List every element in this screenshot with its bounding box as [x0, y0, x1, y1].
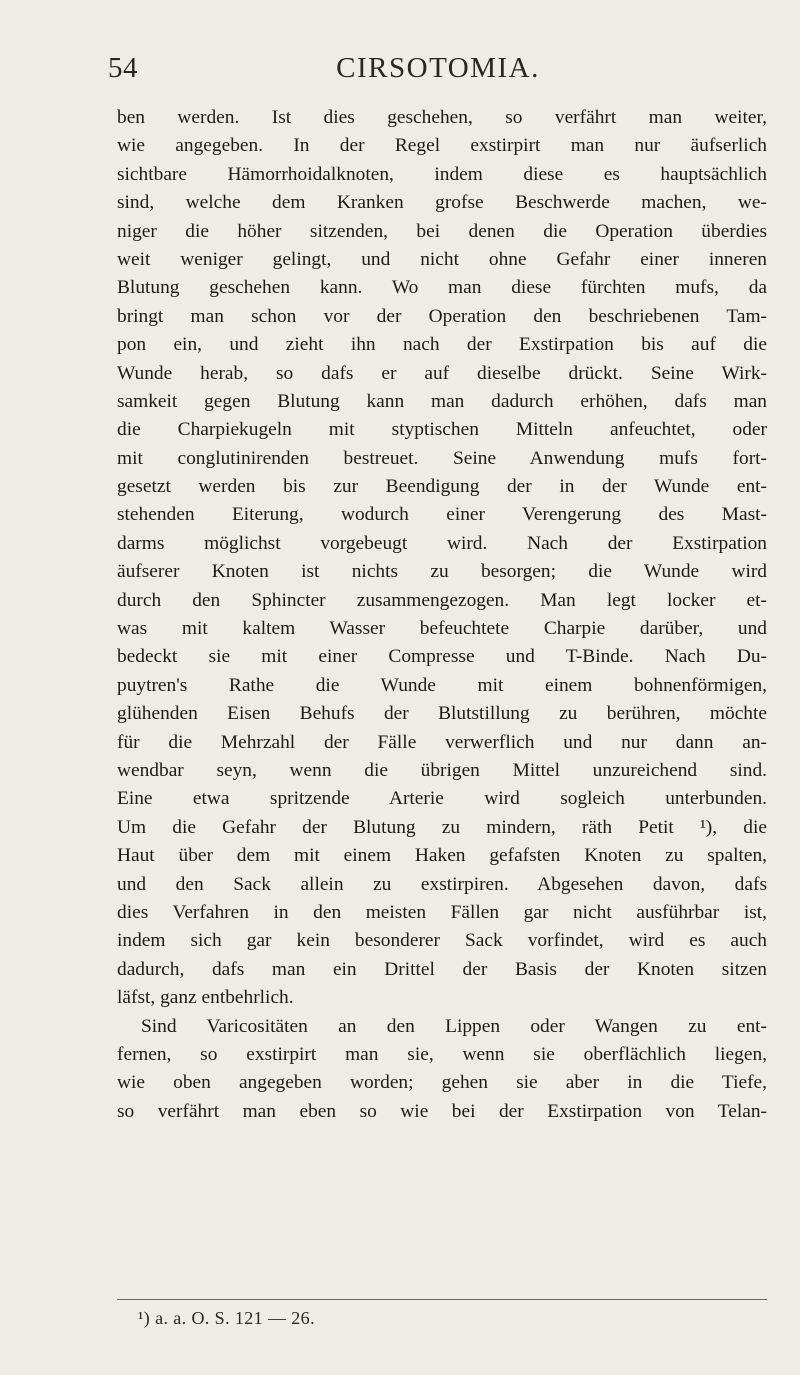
text-line: mit conglutinirenden bestreuet. Seine Anwendung mufs fort-	[117, 447, 767, 469]
text-line: ben werden. Ist dies geschehen, so verfährt man weiter,	[117, 107, 767, 128]
text-line: weit weniger gelingt, und nicht ohne Gefahr einer inneren	[117, 248, 767, 270]
text-line: Sind Varicositäten an den Lippen oder Wangen zu ent-	[141, 1015, 767, 1037]
text-line: gesetzt werden bis zur Beendigung der in der Wunde ent-	[117, 476, 767, 498]
text-line: für die Mehrzahl der Fälle verwerflich und nur dann an-	[117, 731, 767, 753]
text-line: so verfährt man eben so wie bei der Exstirpation von Telan-	[117, 1100, 767, 1122]
text-line: stehenden Eiterung, wodurch einer Verengerung des Mast-	[117, 504, 767, 526]
text-line: bringt man schon vor der Operation den beschriebenen Tam-	[117, 305, 767, 327]
text-line: wie angegeben. In der Regel exstirpirt man nur äufserlich	[117, 135, 767, 157]
text-line: was mit kaltem Wasser befeuchtete Charpie darüber, und	[117, 618, 767, 640]
text-line: wie oben angegeben worden; gehen sie aber in die Tiefe,	[117, 1072, 767, 1094]
text-line: pon ein, und zieht ihn nach der Exstirpation bis auf die	[117, 334, 767, 356]
text-line: Wunde herab, so dafs er auf dieselbe drückt. Seine Wirk-	[117, 362, 767, 384]
text-line: samkeit gegen Blutung kann man dadurch erhöhen, dafs man	[117, 390, 767, 412]
text-line: die Charpiekugeln mit styptischen Mitteln anfeuchtet, oder	[117, 419, 767, 441]
footnote-divider	[117, 1299, 767, 1300]
page-number: 54	[108, 52, 138, 84]
text-line: äufserer Knoten ist nichts zu besorgen; die Wunde wird	[117, 561, 767, 583]
text-line: indem sich gar kein besonderer Sack vorfindet, wird es auch	[117, 930, 767, 952]
text-line: Haut über dem mit einem Haken gefafsten Knoten zu spalten,	[117, 845, 767, 867]
text-line: Um die Gefahr der Blutung zu mindern, räth Petit ¹), die	[117, 816, 767, 838]
text-line: dies Verfahren in den meisten Fällen gar nicht ausführbar ist,	[117, 901, 767, 923]
text-line: niger die höher sitzenden, bei denen die Operation überdies	[117, 220, 767, 242]
text-line: Blutung geschehen kann. Wo man diese fürchten mufs, da	[117, 277, 767, 299]
text-line: wendbar seyn, wenn die übrigen Mittel unzureichend sind.	[117, 759, 767, 781]
text-line: und den Sack allein zu exstirpiren. Abgesehen davon, dafs	[117, 873, 767, 895]
text-line: durch den Sphincter zusammengezogen. Man legt locker et-	[117, 589, 767, 611]
text-line: fernen, so exstirpirt man sie, wenn sie oberflächlich liegen,	[117, 1043, 767, 1065]
footnote: ¹) a. a. O. S. 121 — 26.	[138, 1308, 315, 1328]
text-line: dadurch, dafs man ein Drittel der Basis der Knoten sitzen	[117, 958, 767, 980]
text-line: Eine etwa spritzende Arterie wird sogleich unterbunden.	[117, 788, 767, 810]
page-header	[108, 52, 768, 92]
body-text	[117, 104, 767, 1126]
text-line: puytren's Rathe die Wunde mit einem bohnenförmigen,	[117, 674, 767, 696]
text-line: läfst, ganz entbehrlich.	[117, 987, 294, 1009]
running-title: CIRSOTOMIA.	[336, 52, 540, 84]
text-line: glühenden Eisen Behufs der Blutstillung zu berühren, möchte	[117, 703, 767, 725]
text-line: darms möglichst vorgebeugt wird. Nach der Exstirpation	[117, 532, 767, 554]
text-line: sind, welche dem Kranken grofse Beschwerde machen, we-	[117, 192, 767, 214]
text-line: sichtbare Hämorrhoidalknoten, indem diese es hauptsächlich	[117, 163, 767, 185]
text-line: bedeckt sie mit einer Compresse und T-Binde. Nach Du-	[117, 646, 767, 668]
